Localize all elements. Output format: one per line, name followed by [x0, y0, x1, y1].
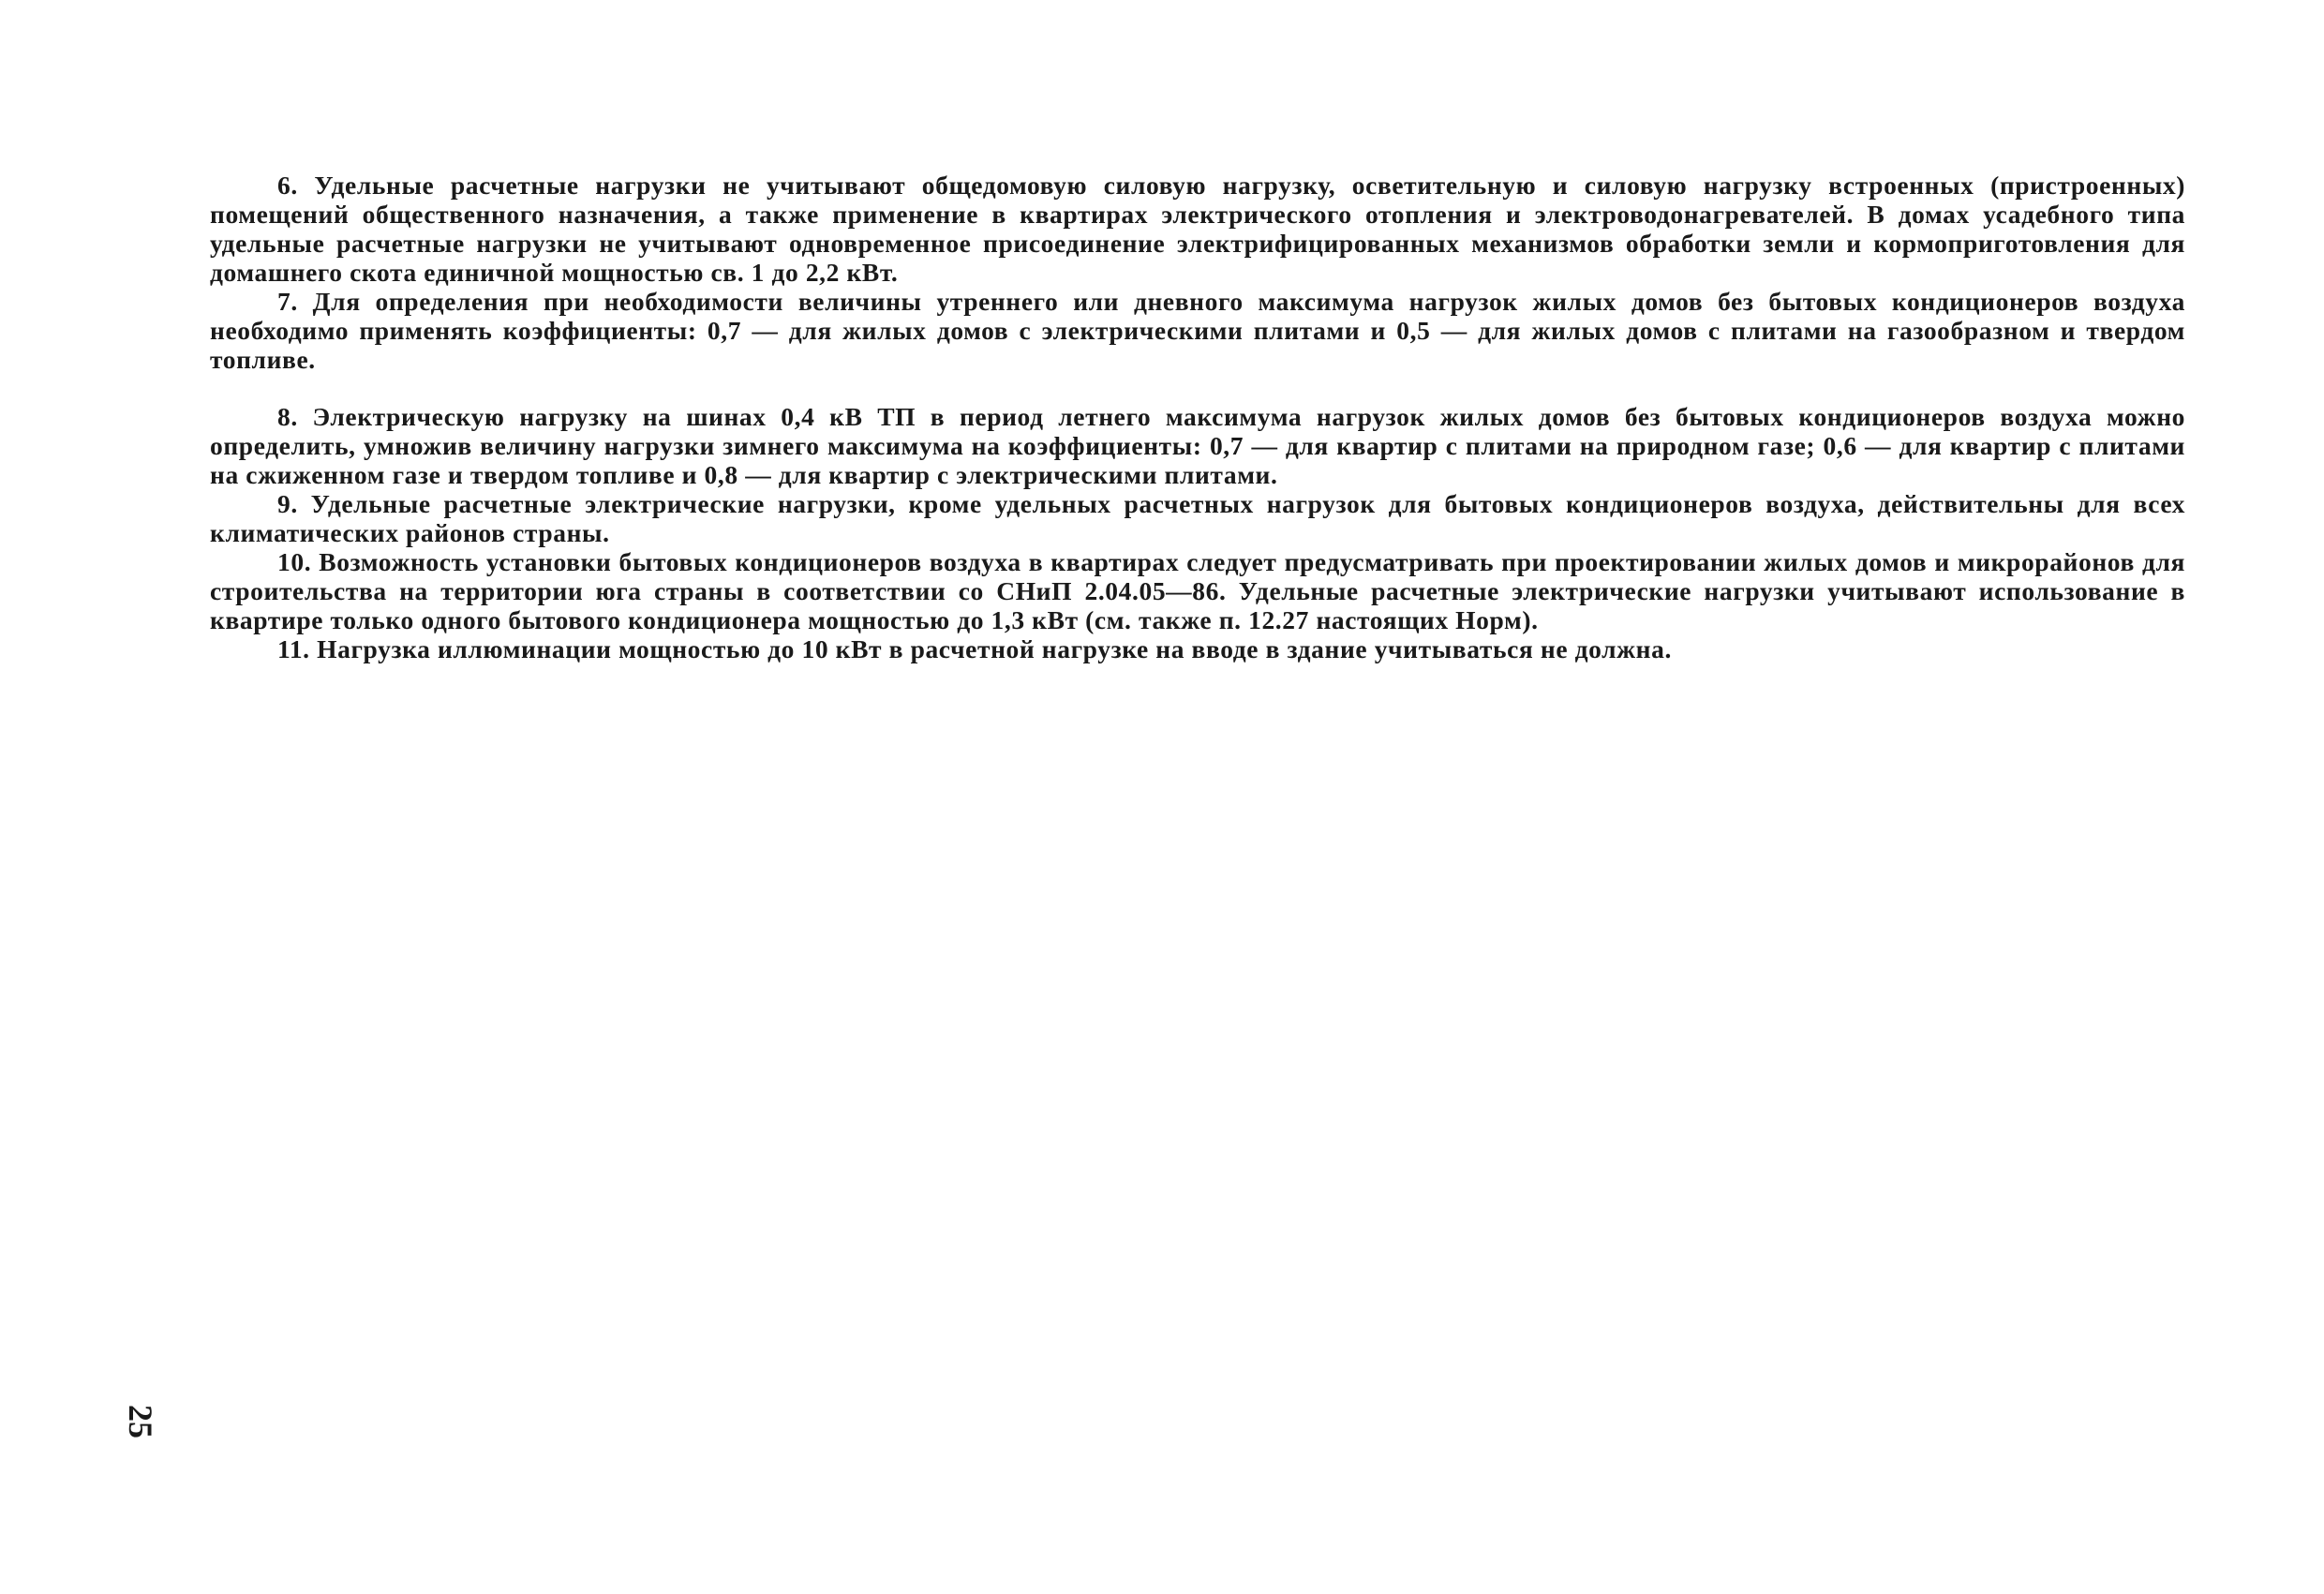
paragraph-6: 6. Удельные расчетные нагрузки не учитывают общедомовую силовую нагрузку, осветительную и силовую нагрузку встроенных (пристроенных) помещений общественного назначения, а также применение в квартирах электрического отопления и электроводонагревателей. В домах усадебного типа удельные расчетные нагрузки не учитывают одновременное присоединение электрифицированных механизмов обработки земли и кормоприготовления для домашнего скота единичной мощностью св. 1 до 2,2 кВт.: [210, 171, 2185, 287]
document-body: [210, 171, 2185, 663]
paragraph-7: 7. Для определения при необходимости величины утреннего или дневного максимума нагрузок жилых домов без бытовых кондиционеров воздуха необходимо применять коэффициенты: 0,7 — для жилых домов с электрическими плитами и 0,5 — для жилых домов с плитами на газообразном и твердом топливе.: [210, 287, 2185, 374]
paragraph-10: 10. Возможность установки бытовых кондиционеров воздуха в квартирах следует предусматривать при проектировании жилых домов и микрорайонов для строительства на территории юга страны в соответствии со СНиП 2.04.05—86. Удельные расчетные электрические нагрузки учитывают использование в квартире только одного бытового кондиционера мощностью до 1,3 кВт (см. также п. 12.27 настоящих Норм).: [210, 547, 2185, 634]
paragraph-8: 8. Электрическую нагрузку на шинах 0,4 кВ ТП в период летнего максимума нагрузок жилых домов без бытовых кондиционеров воздуха можно определить, умножив величину нагрузки зимнего максимума на коэффициенты: 0,7 — для квартир с плитами на природном газе; 0,6 — для квартир с плитами на сжиженном газе и твердом топливе и 0,8 — для квартир с электрическими плитами.: [210, 402, 2185, 489]
paragraph-11: 11. Нагрузка иллюминации мощностью до 10 кВт в расчетной нагрузке на вводе в здание учитываться не должна.: [277, 634, 1672, 663]
paragraph-9: 9. Удельные расчетные электрические нагрузки, кроме удельных расчетных нагрузок для бытовых кондиционеров воздуха, действительны для всех климатических районов страны.: [210, 489, 2185, 547]
page-number: 25: [122, 1405, 159, 1438]
